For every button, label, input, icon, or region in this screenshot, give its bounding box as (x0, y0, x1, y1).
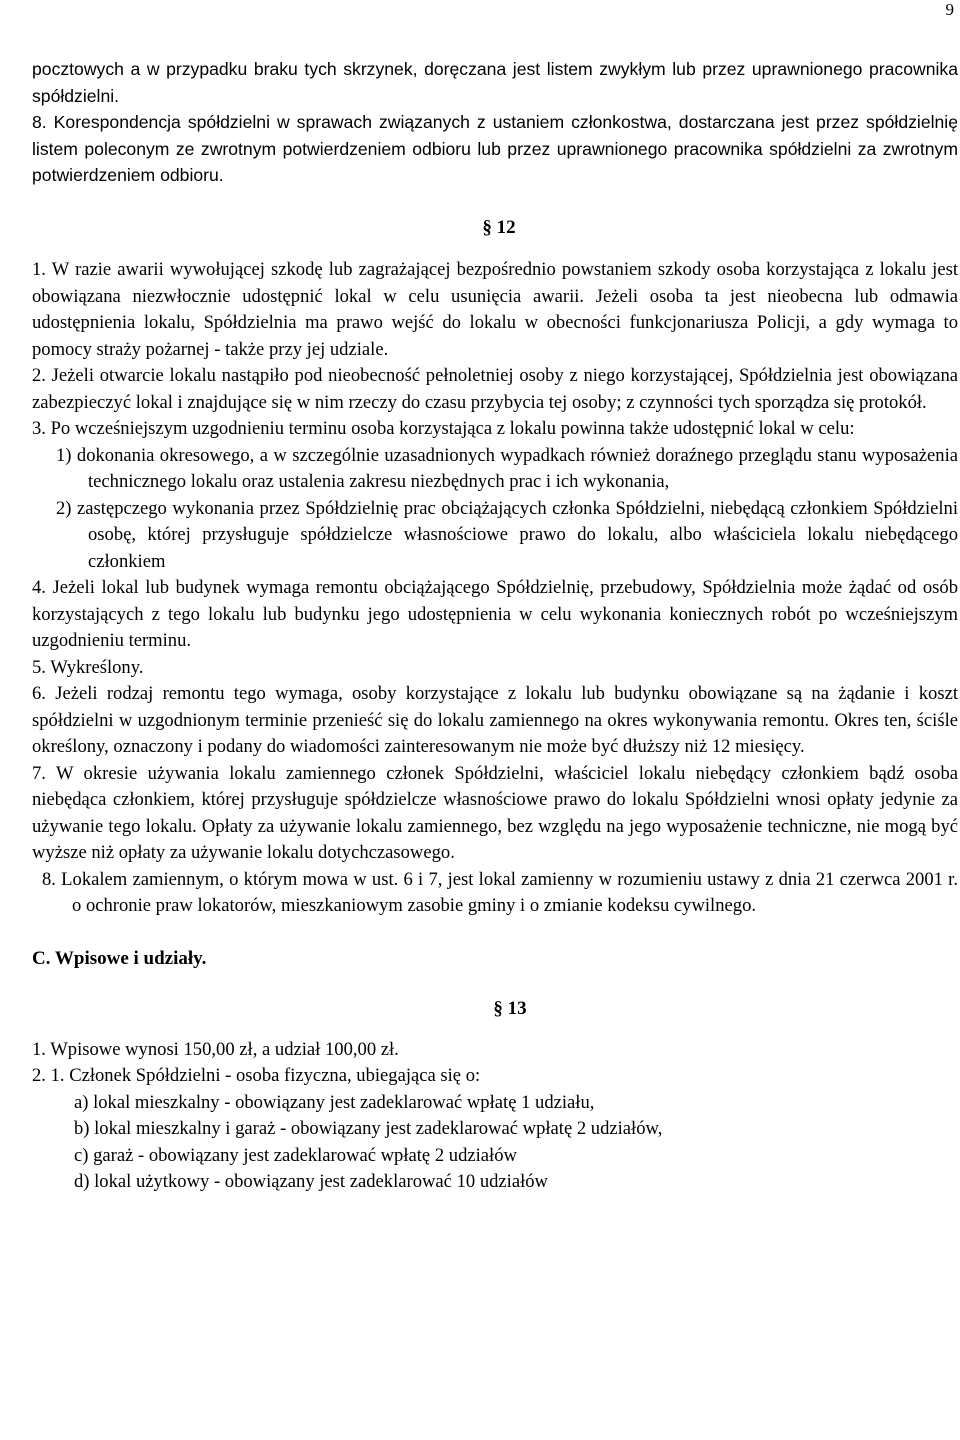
section-12-paragraph-8-text: 8. Lokalem zamiennym, o którym mowa w ust. 6 i 7, jest lokal zamienny w rozumieniu ustawy z dnia 21 czerwca 2001 r. o ochronie praw lokatorów, mieszkaniowym zasobie gminy i o zmianie kodeksu cywilnego. (42, 868, 958, 916)
section-13-paragraph-2: 2. 1. Członek Spółdzielni - osoba fizyczna, ubiegająca się o: (32, 1065, 481, 1086)
section-12-paragraph-8 (32, 867, 958, 920)
paragraph-8-correspondence: 8. Korespondencja spółdzielni w sprawach związanych z ustaniem członkostwa, dostarczana jest przez spółdzielnię listem poleconym ze zwrotnym potwierdzeniem odbioru lub przez uprawnionego pracownika spółdzielni za zwrotnym potwierdzeniem odbioru. (32, 112, 958, 185)
section-c-title: C. Wpisowe i udziały. (32, 947, 207, 969)
section-12-paragraph-4: 4. Jeżeli lokal lub budynek wymaga remontu obciążającego Spółdzielnię, przebudowy, Spółdzielnia może żądać od osób korzystających z tego lokalu lub budynku jego udostępnienia w celu wykonania koniecznych robót po wcześniejszym uzgodnieniu terminu. (32, 577, 958, 651)
section-12-paragraph-2: 2. Jeżeli otwarcie lokalu nastąpiło pod nieobecność pełnoletniej osoby z niego korzystającej, Spółdzielnia jest obowiązana zabezpieczyć lokal i znajdujące się w nim rzeczy do czasu przybycia tej osoby; z czynności tych sporządza się protokół. (32, 365, 958, 413)
section-13-heading: § 13 (493, 998, 527, 1019)
section-12-paragraph-7: 7. W okresie używania lokalu zamiennego członek Spółdzielni, właściciel lokalu niebędący członkiem bądź osoba niebędąca członkiem, której przysługuje spółdzielcze własnościowe prawo do lokalu Spółdzielni wnosi opłaty jedynie za używanie tego lokalu. Opłaty za używanie lokalu zamiennego, bez względu na jego wyposażenie techniczne, nie mogą być wyższe niż opłaty za używanie lokalu dotychczasowego. (32, 762, 958, 863)
section-13-item-c: c) garaż - obowiązany jest zadeklarować wpłatę 2 udziałów (74, 1144, 517, 1166)
section-12-paragraph-1: 1. W razie awarii wywołującej szkodę lub zagrażającej bezpośrednio powstaniem szkody osoba korzystająca z lokalu jest obowiązana niezwłocznie udostępnić lokal w celu usunięcia awarii. Jeżeli osoba ta jest nieobecna lub odmawia udostępnienia lokalu, Spółdzielnia ma prawo wejść do lokalu w obecności funkcjonariusza Policji, a gdy wymaga to pomocy straży pożarnej - także przy jej udziale. (32, 259, 958, 360)
section-12-heading: § 12 (482, 216, 516, 238)
section-12-paragraph-3: 3. Po wcześniejszym uzgodnieniu terminu osoba korzystająca z lokalu powinna także udostępnić lokal w celu: (32, 418, 855, 439)
document-body (32, 56, 958, 1196)
section-12-item-2: 2) zastępczego wykonania przez Spółdzielnię prac obciążających członka Spółdzielni, niebędącą członkiem Spółdzielni osobę, której przysługuje spółdzielcze własnościowe prawo do lokalu, albo właściciela lokalu niebędącego członkiem (56, 497, 958, 572)
page-number: 9 (945, 0, 954, 19)
section-13-item-d: d) lokal użytkowy - obowiązany jest zadeklarować 10 udziałów (74, 1171, 548, 1192)
section-12-item-1: 1) dokonania okresowego, a w szczególnie uzasadnionych wypadkach również doraźnego przeglądu stanu wyposażenia technicznego lokalu oraz ustalenia zakresu niezbędnych prac i ich wykonania, (56, 444, 958, 492)
section-13-item-b: b) lokal mieszkalny i garaż - obowiązany jest zadeklarować wpłatę 2 udziałów, (74, 1118, 663, 1139)
section-12-paragraph-5: 5. Wykreślony. (32, 656, 144, 678)
section-13-paragraph-1: 1. Wpisowe wynosi 150,00 zł, a udział 100,00 zł. (32, 1038, 399, 1060)
section-13-item-a: a) lokal mieszkalny - obowiązany jest zadeklarować wpłatę 1 udziału, (74, 1091, 595, 1113)
section-12-paragraph-6: 6. Jeżeli rodzaj remontu tego wymaga, osoby korzystające z lokalu lub budynku obowiązane są na żądanie i koszt spółdzielni w uzgodnionym terminie przenieść się do lokalu zamiennego na okres wykonywania remontu. Okres ten, ściśle określony, oznaczony i podany do wiadomości zainteresowanym nie może być dłuższy niż 12 miesięcy. (32, 683, 958, 757)
paragraph-continuation: pocztowych a w przypadku braku tych skrzynek, doręczana jest listem zwykłym lub przez uprawnionego pracownika spółdzielni. (32, 59, 958, 106)
